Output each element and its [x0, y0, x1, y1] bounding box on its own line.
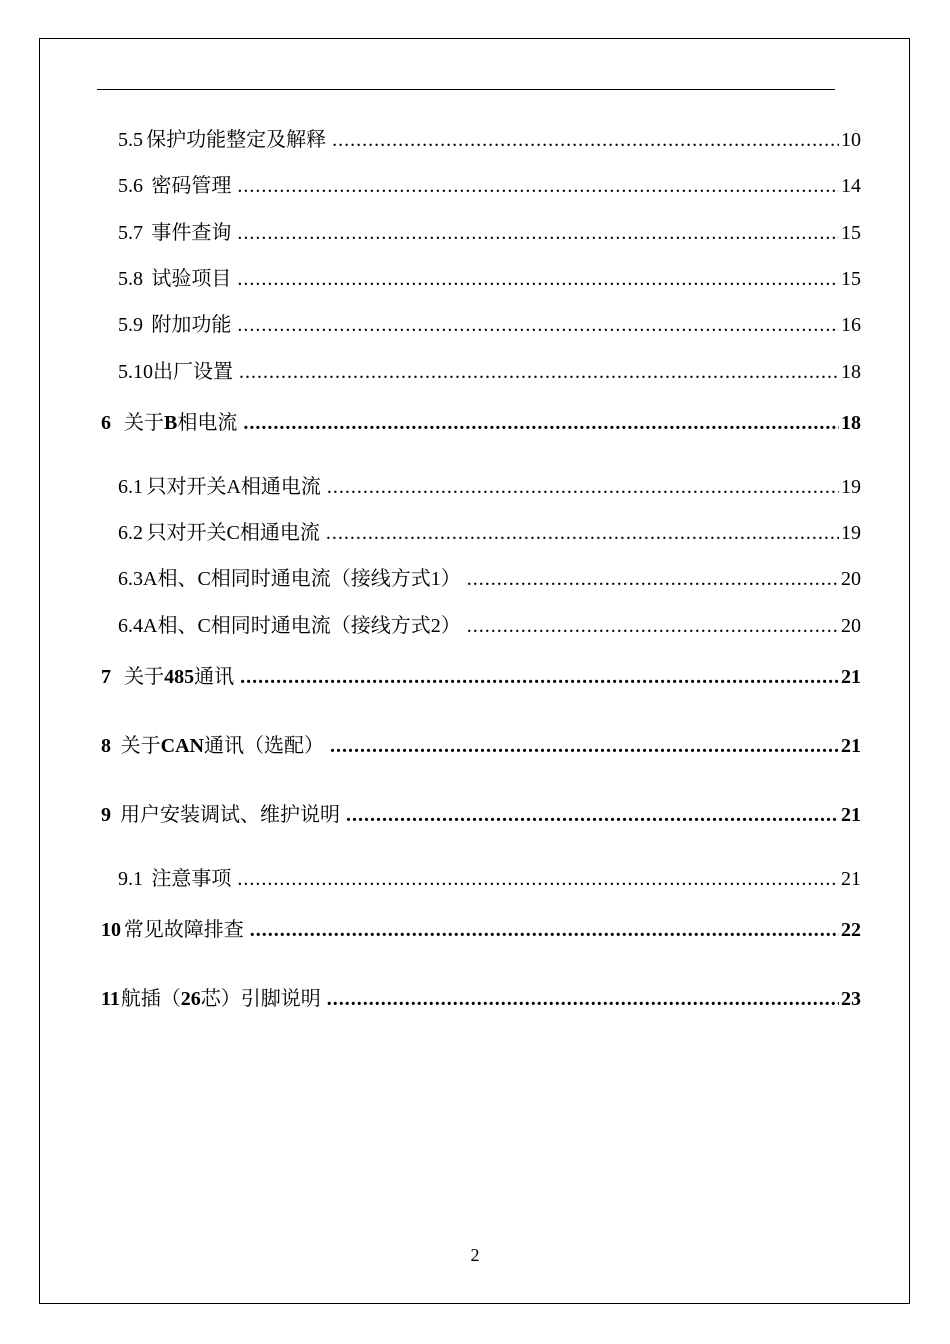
- toc-entry-page: 18: [841, 412, 861, 434]
- toc-entry-title: [151, 313, 231, 337]
- toc-dot-leader: [326, 521, 839, 545]
- toc-dot-leader: [237, 221, 839, 245]
- toc-dot-leader: [237, 174, 839, 198]
- toc-entry-number: 5.8: [118, 268, 143, 290]
- toc-entry-title-part: 只对开关C相通电流: [146, 522, 320, 544]
- toc-entry-title: [146, 128, 326, 152]
- toc-entry-title-part: 芯）引脚说明: [200, 988, 321, 1010]
- toc-entry-title: [146, 475, 320, 499]
- toc-entry-number: 9.1: [118, 868, 143, 890]
- toc-entry-page: 16: [841, 314, 861, 336]
- toc-entry-number: 9: [101, 804, 111, 826]
- toc-entry-number: 5.5: [118, 129, 143, 151]
- toc-entry-title-part: 事件查询: [151, 222, 232, 244]
- toc-entry-title-part: 通讯: [194, 666, 235, 688]
- toc-entry-number: 6.3: [118, 568, 143, 590]
- toc-entry[interactable]: [101, 411, 861, 435]
- toc-entry-page: 10: [841, 129, 861, 151]
- toc-entry-number: 6.4: [118, 615, 143, 637]
- toc-entry-page: 19: [841, 522, 861, 544]
- toc-entry-number: 5.9: [118, 314, 143, 336]
- toc-entry-title-part: 只对开关A相通电流: [146, 476, 321, 498]
- toc-entry-title-part: 附加功能: [151, 314, 232, 336]
- toc-entry-title: [151, 867, 231, 891]
- toc-entry-title-part: 关于: [123, 412, 164, 434]
- footer-page-number: 2: [470, 1245, 480, 1265]
- toc-entry-number: 5.10: [118, 361, 153, 383]
- toc-entry-title: [151, 174, 231, 198]
- toc-dot-leader: [239, 360, 839, 384]
- toc-entry-title: [151, 221, 231, 245]
- toc-entry-title: [121, 734, 324, 758]
- toc-entry[interactable]: [118, 128, 861, 152]
- toc-entry[interactable]: [118, 313, 861, 337]
- toc-entry-page: 21: [841, 666, 861, 688]
- toc-entry-number: 6.1: [118, 476, 143, 498]
- toc-entry[interactable]: [101, 665, 861, 689]
- toc-entry-title-part: A相、C相同时通电流（接线方式1）: [143, 568, 461, 590]
- toc-entry-title: [121, 987, 321, 1011]
- toc-entry[interactable]: [118, 475, 861, 499]
- toc-entry[interactable]: [101, 987, 861, 1011]
- toc-dot-leader: [243, 411, 839, 435]
- toc-entry-page: 20: [841, 568, 861, 590]
- toc-entry-title-part: 航插（: [120, 988, 181, 1010]
- toc-dot-leader: [327, 475, 839, 499]
- toc-entry-title: [124, 665, 234, 689]
- toc-entry[interactable]: [101, 734, 861, 758]
- toc-dot-leader: [332, 128, 839, 152]
- toc-entry-page: 21: [841, 735, 861, 757]
- toc-dot-leader: [327, 987, 839, 1011]
- toc-entry-title: [124, 918, 244, 942]
- toc-entry-number: 11: [101, 988, 120, 1010]
- toc-entry-title-part: 常见故障排查: [123, 919, 244, 941]
- toc-entry-page: 15: [841, 268, 861, 290]
- toc-entry-title-part: CAN: [160, 735, 204, 757]
- toc-entry-page: 18: [841, 361, 861, 383]
- toc-entry-title-part: 关于: [124, 666, 165, 688]
- toc-entry-title: [153, 360, 233, 384]
- toc-entry-title-part: 保护功能整定及解释: [146, 129, 327, 151]
- toc-entry-title-part: 485: [164, 666, 195, 688]
- toc-entry-title: [151, 267, 231, 291]
- toc-entry-number: 8: [101, 735, 111, 757]
- toc-entry-page: 15: [841, 222, 861, 244]
- toc-dot-leader: [237, 867, 839, 891]
- toc-dot-leader: [467, 614, 839, 638]
- toc-entry[interactable]: [118, 267, 861, 291]
- toc-entry-page: 23: [841, 988, 861, 1010]
- toc-entry-title-part: 关于: [120, 735, 161, 757]
- toc-dot-leader: [250, 918, 839, 942]
- toc-entry-page: 14: [841, 175, 861, 197]
- toc-entry-title-part: 注意事项: [151, 868, 232, 890]
- toc-entry-title-part: 相电流: [177, 412, 238, 434]
- toc-entry-number: 5.6: [118, 175, 143, 197]
- toc-entry-page: 20: [841, 615, 861, 637]
- toc-entry-number: 5.7: [118, 222, 143, 244]
- toc-dot-leader: [467, 567, 839, 591]
- toc-entry-title-part: 用户安装调试、维护说明: [120, 804, 341, 826]
- toc-entry[interactable]: [101, 803, 861, 827]
- toc-entry-number: 7: [101, 666, 111, 688]
- toc-entry-title-part: 通讯（选配）: [203, 735, 324, 757]
- toc-entry-title-part: 出厂设置: [153, 361, 233, 383]
- toc-entry-page: 21: [841, 804, 861, 826]
- toc-entry-title-part: 26: [180, 988, 201, 1010]
- toc-dot-leader: [237, 313, 839, 337]
- toc-entry[interactable]: [118, 360, 861, 384]
- toc-entry-title: [143, 614, 461, 638]
- toc-entry-title-part: 试验项目: [151, 268, 232, 290]
- toc-entry-number: 6: [101, 412, 111, 434]
- toc-entry-number: 6.2: [118, 522, 143, 544]
- toc-entry[interactable]: [118, 521, 861, 545]
- toc-dot-leader: [346, 803, 839, 827]
- toc-entry[interactable]: [118, 174, 861, 198]
- toc-entry-title-part: A相、C相同时通电流（接线方式2）: [143, 615, 461, 637]
- toc-entry-title-part: 密码管理: [151, 175, 232, 197]
- toc-entry-number: 10: [101, 919, 121, 941]
- toc-dot-leader: [330, 734, 839, 758]
- toc-entry[interactable]: [101, 918, 861, 942]
- toc-entry-title-part: B: [163, 412, 178, 434]
- toc-entry-title: [147, 521, 320, 545]
- toc-entry[interactable]: [118, 614, 861, 638]
- toc-entry-title: [143, 567, 461, 591]
- toc-entry-page: 19: [841, 476, 861, 498]
- toc-dot-leader: [237, 267, 839, 291]
- toc-entry[interactable]: [118, 867, 861, 891]
- toc-entry[interactable]: [118, 567, 861, 591]
- toc-dot-leader: [240, 665, 839, 689]
- toc-entry-page: 22: [841, 919, 861, 941]
- toc-entry[interactable]: [118, 221, 861, 245]
- toc-entry-page: 21: [841, 868, 861, 890]
- toc-entry-title: [124, 411, 237, 435]
- toc-entry-title: [120, 803, 340, 827]
